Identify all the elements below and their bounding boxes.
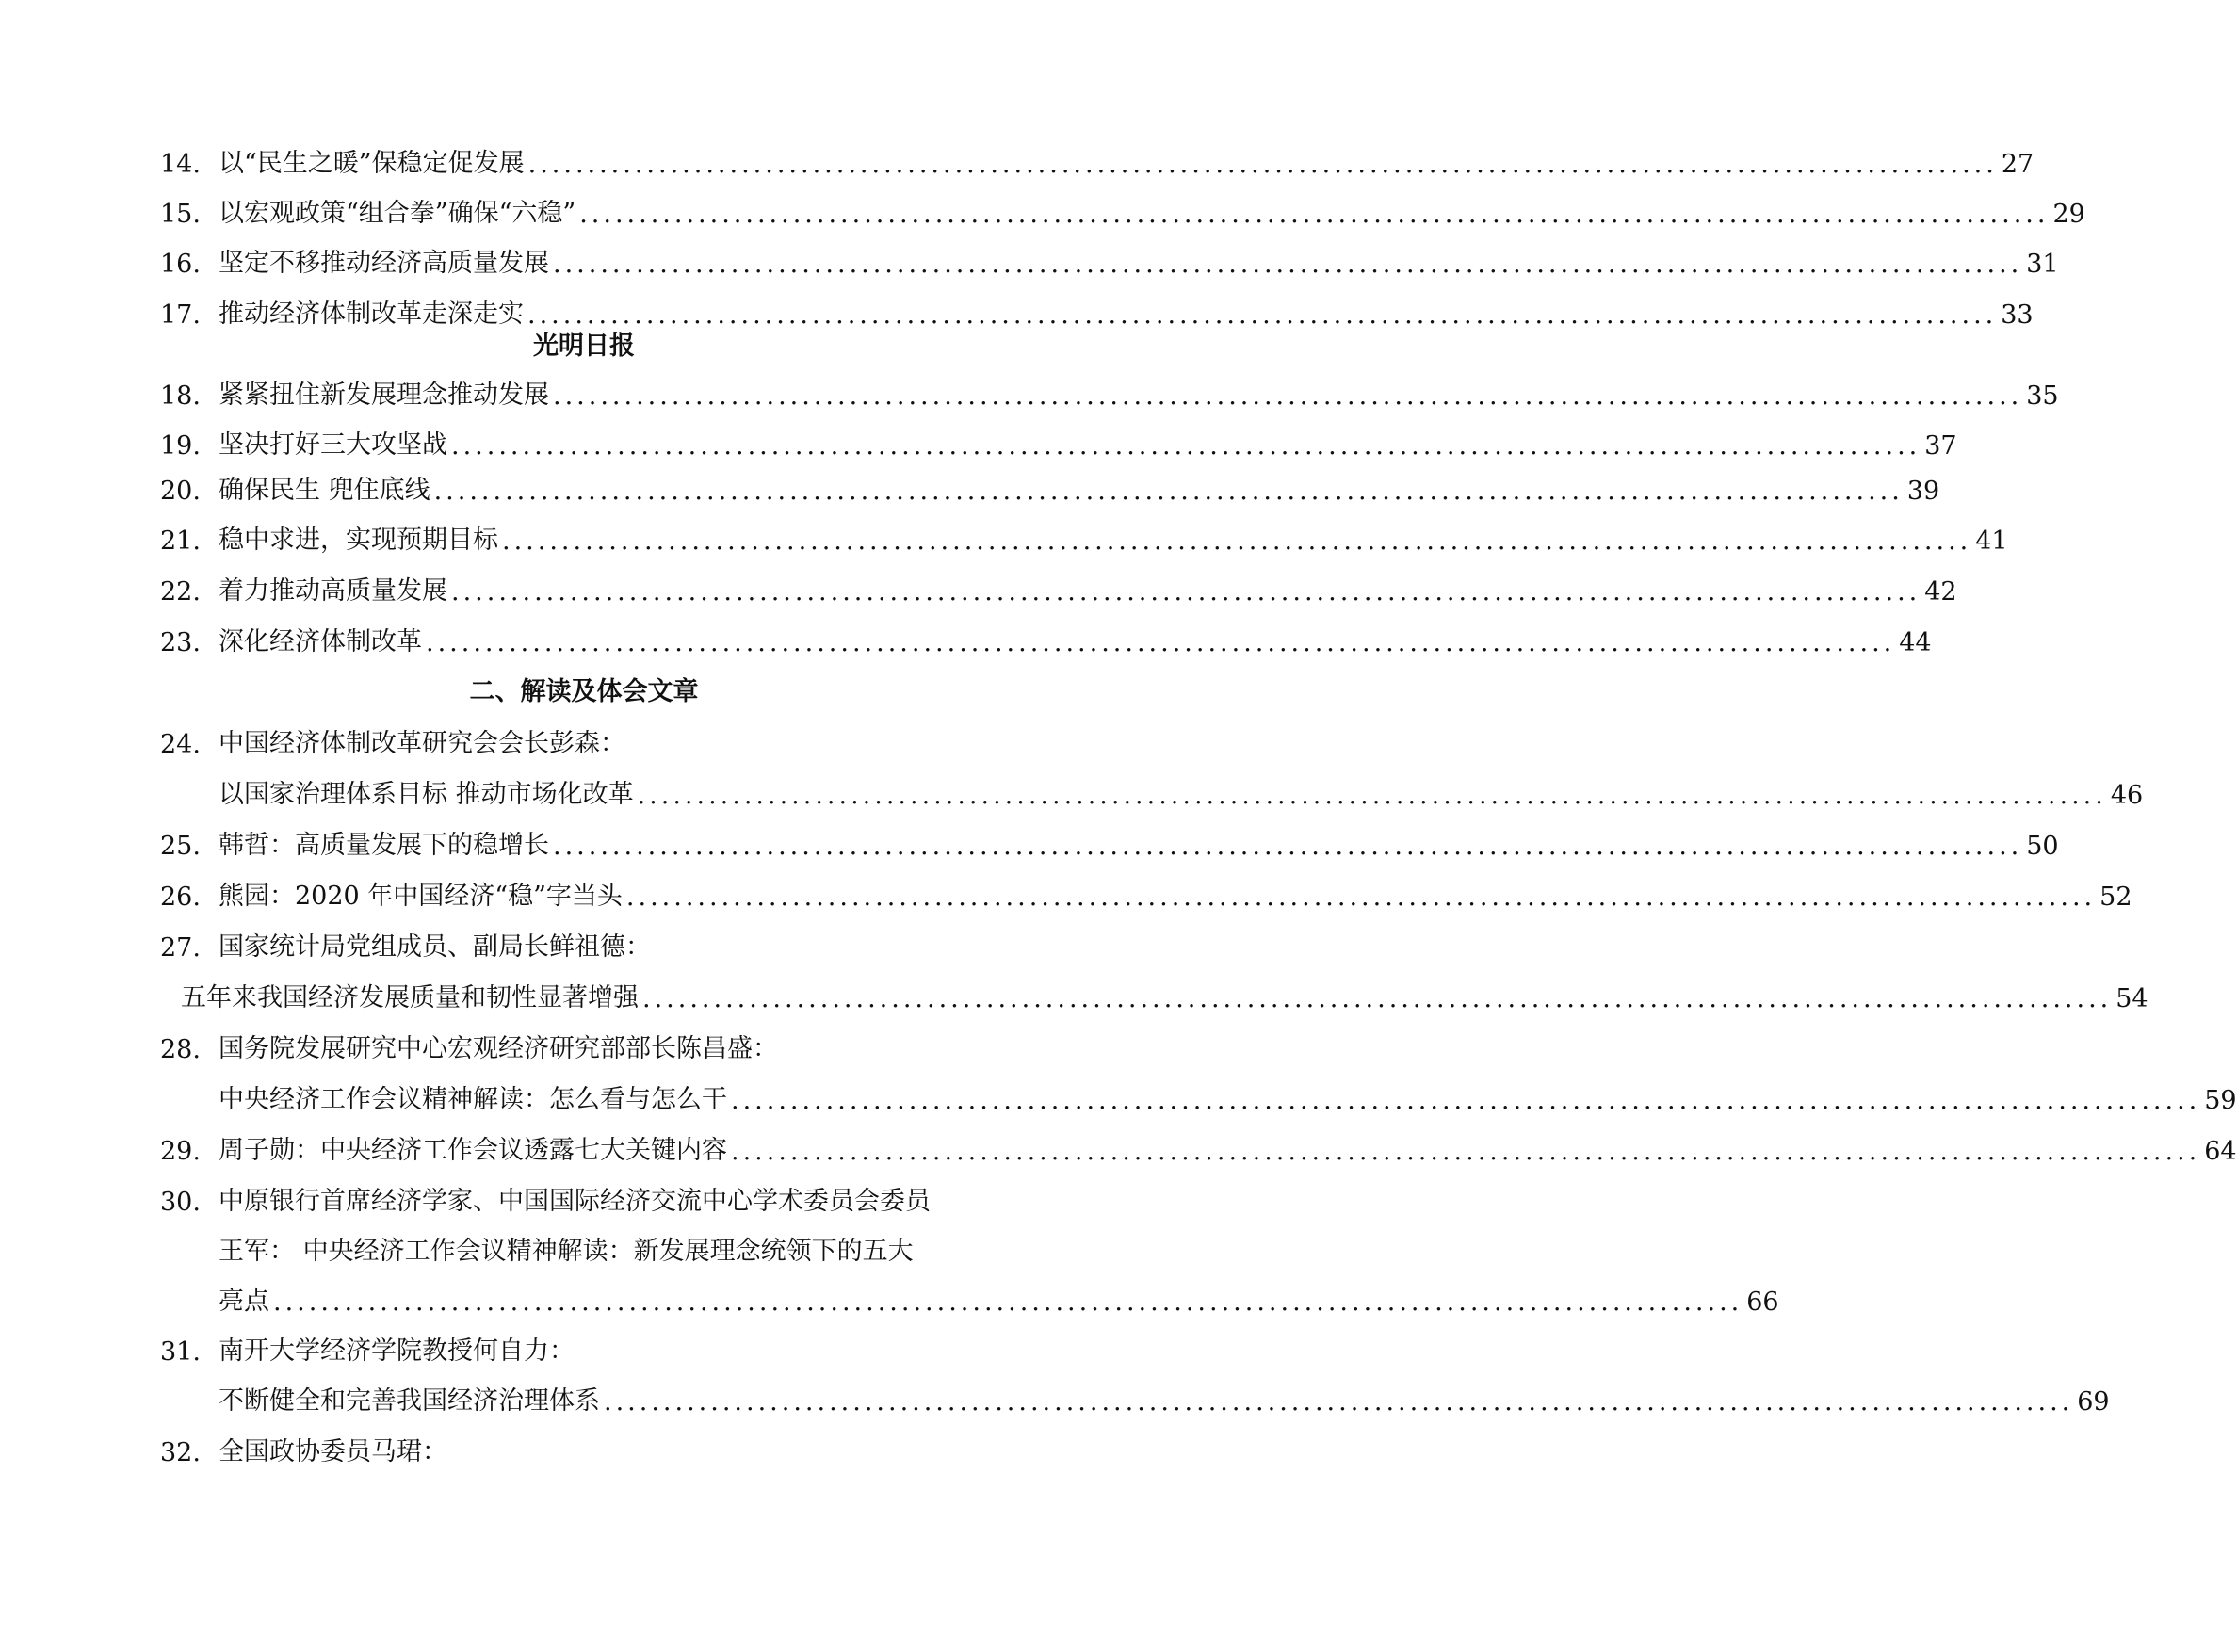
dot-leader: ............................................................................................................................ [604, 1387, 2074, 1417]
entry-number: 30. [160, 1188, 201, 1217]
entry-page: 42 [1924, 577, 1957, 607]
toc-entry-26[interactable] [160, 874, 2132, 912]
entry-page: 44 [1899, 628, 1932, 657]
entry-title: 南开大学经济学院教授何自力： [219, 1336, 575, 1366]
entry-number: 23. [160, 628, 201, 657]
entry-page: 52 [2099, 883, 2132, 912]
entry-title: 稳中求进，实现预期目标 [219, 526, 498, 555]
entry-page: 54 [2115, 984, 2148, 1013]
toc-entry-27[interactable] [160, 925, 1102, 963]
entry-title: 以宏观政策“组合拳”确保“六稳” [219, 199, 576, 228]
entry-title: 韩哲：高质量发展下的稳增长 [219, 831, 549, 860]
entry-number: 15. [160, 200, 201, 229]
entry-title: 推动经济体制改革走深走实 [219, 300, 524, 329]
toc-entry-19[interactable] [160, 423, 1957, 461]
entry-title: 深化经济体制改革 [219, 627, 422, 656]
toc-entry-28[interactable] [160, 1027, 1102, 1064]
toc-entry-18[interactable] [160, 373, 2059, 411]
entry-number: 28. [160, 1035, 201, 1064]
dot-leader: ............................................................................................................................ [502, 526, 1972, 556]
entry-page: 27 [2001, 150, 2034, 179]
entry-title: 全国政协委员马珺： [219, 1437, 447, 1466]
dot-leader: ............................................................................................................................ [642, 984, 2113, 1013]
dot-leader: ............................................................................................................................ [451, 577, 1921, 607]
entry-page: 37 [1924, 431, 1957, 461]
entry-page: 39 [1906, 477, 1940, 506]
dot-leader: ............................................................................................................................ [527, 150, 1998, 179]
toc-entry-14[interactable] [160, 141, 2034, 179]
entry-number: 31. [160, 1337, 201, 1367]
entry-number: 19. [160, 431, 201, 461]
entry-subtitle: 不断健全和完善我国经济治理体系 [219, 1386, 600, 1416]
entry-number: 17. [160, 300, 201, 330]
entry-page: 46 [2110, 781, 2144, 810]
entry-page: 35 [2026, 381, 2059, 411]
entry-subtitle: 中央经济工作会议精神解读：怎么看与怎么干 [219, 1085, 727, 1114]
toc-entry-23[interactable] [160, 620, 1932, 657]
dot-leader: ............................................................................................................................ [731, 1137, 2201, 1166]
entry-title: 以“民生之暖”保稳定促发展 [219, 149, 525, 178]
entry-subtitle: 亮点 [219, 1287, 269, 1316]
entry-title-continued: 王军： 中央经济工作会议精神解读：新发展理念统领下的五大 [219, 1237, 914, 1266]
entry-title: 确保民生 兜住底线 [219, 476, 430, 505]
toc-entry-24-subtitle[interactable] [219, 772, 2144, 810]
toc-entry-17[interactable] [160, 292, 2034, 330]
dot-leader: ............................................................................................................................ [527, 300, 1998, 330]
entry-number: 29. [160, 1137, 201, 1166]
entry-subtitle: 五年来我国经济发展质量和韧性显著增强 [181, 983, 639, 1012]
toc-entry-16[interactable] [160, 241, 2059, 279]
toc-entry-30-subtitle[interactable] [219, 1279, 1779, 1317]
entry-number: 22. [160, 577, 201, 607]
toc-entry-20[interactable] [160, 468, 1940, 506]
entry-subtitle: 以国家治理体系目标 推动市场化改革 [219, 780, 634, 809]
toc-entry-28-subtitle[interactable] [219, 1077, 2237, 1115]
toc-entry-22[interactable] [160, 569, 1957, 607]
entry-number: 16. [160, 250, 201, 279]
entry-title: 国务院发展研究中心宏观经济研究部部长陈昌盛： [219, 1034, 778, 1063]
toc-entry-29[interactable] [160, 1128, 2237, 1166]
entry-title: 周子勋：中央经济工作会议透露七大关键内容 [219, 1136, 727, 1165]
toc-entry-32[interactable] [160, 1430, 1102, 1467]
dot-leader: ............................................................................................................................ [625, 883, 2097, 912]
entry-page: 59 [2204, 1086, 2237, 1115]
entry-number: 21. [160, 526, 201, 556]
toc-entry-30[interactable] [160, 1179, 1102, 1217]
entry-title: 着力推动高质量发展 [219, 576, 447, 606]
entry-page: 69 [2077, 1387, 2110, 1417]
entry-number: 32. [160, 1438, 201, 1467]
dot-leader: ............................................................................................................................ [553, 832, 2023, 861]
toc-entry-24[interactable] [160, 721, 1102, 759]
section-heading-part2: 二、解读及体会文章 [469, 677, 699, 706]
entry-page: 64 [2204, 1137, 2237, 1166]
toc-entry-30-line2[interactable] [219, 1229, 1102, 1267]
dot-leader: ............................................................................................................................ [433, 477, 1904, 506]
dot-leader: ............................................................................................................................ [553, 381, 2023, 411]
dot-leader: ............................................................................................................................ [426, 628, 1896, 657]
toc-entry-15[interactable] [160, 191, 2085, 229]
toc-entry-25[interactable] [160, 823, 2059, 861]
dot-leader: ............................................................................................................................ [637, 781, 2107, 810]
entry-title: 熊园：2020 年中国经济“稳”字当头 [219, 882, 623, 911]
entry-title: 中国经济体制改革研究会会长彭森： [219, 729, 625, 758]
entry-page: 29 [2052, 200, 2085, 229]
entry-title: 坚定不移推动经济高质量发展 [219, 249, 549, 278]
entry-number: 25. [160, 832, 201, 861]
entry-title: 国家统计局党组成员、副局长鲜祖德： [219, 932, 651, 962]
entry-number: 18. [160, 381, 201, 411]
entry-number: 24. [160, 730, 201, 759]
entry-title: 中原银行首席经济学家、中国国际经济交流中心学术委员会委员 [219, 1187, 931, 1216]
toc-entry-21[interactable] [160, 518, 2008, 556]
dot-leader: ............................................................................................................................ [579, 200, 2050, 229]
entry-title: 紧紧扭住新发展理念推动发展 [219, 381, 549, 410]
dot-leader: ............................................................................................................................ [553, 250, 2023, 279]
entry-number: 27. [160, 933, 201, 963]
dot-leader: ............................................................................................................................ [451, 431, 1921, 461]
entry-page: 50 [2026, 832, 2059, 861]
dot-leader: ............................................................................................................................ [273, 1288, 1743, 1317]
entry-page: 33 [2001, 300, 2034, 330]
entry-title: 坚决打好三大攻坚战 [219, 430, 447, 460]
entry-number: 14. [160, 150, 201, 179]
toc-entry-31-subtitle[interactable] [219, 1379, 2110, 1417]
toc-entry-31[interactable] [160, 1329, 1102, 1367]
entry-page: 66 [1746, 1288, 1779, 1317]
section-heading-guangming: 光明日报 [533, 332, 635, 361]
entry-number: 20. [160, 477, 201, 506]
entry-page: 31 [2026, 250, 2059, 279]
dot-leader: ............................................................................................................................ [731, 1086, 2201, 1115]
entry-page: 41 [1975, 526, 2008, 556]
entry-number: 26. [160, 883, 201, 912]
toc-entry-27-subtitle[interactable] [181, 976, 2148, 1013]
